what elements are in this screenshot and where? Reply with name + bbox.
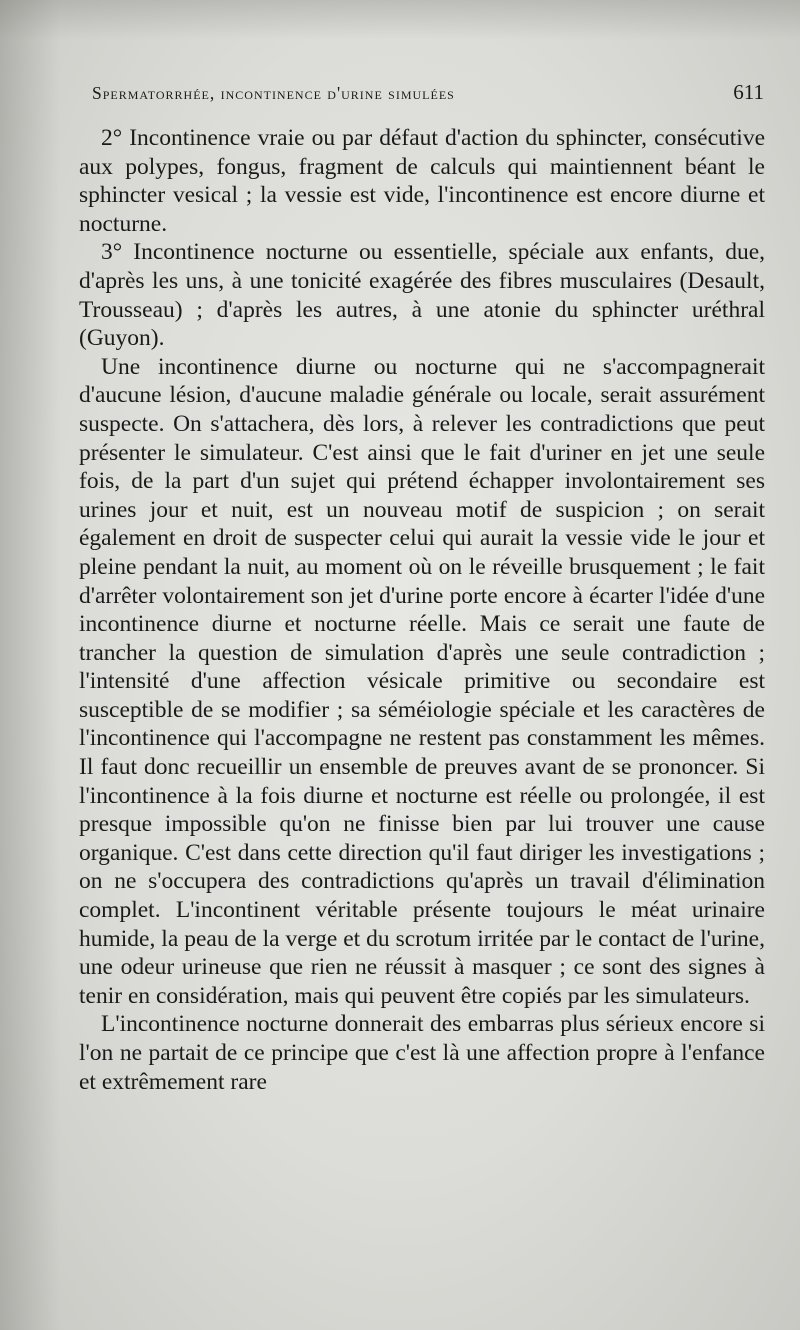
paragraph-simulation-discussion: Une incontinence diurne ou nocturne qui ne s'accompagnerait d'aucune lésion, d'aucune maladie générale ou locale, serait assurément suspecte. On s'attachera, dès lors, à relever les contradictions que peut présenter le simulateur. C'est ainsi que le fait d'uriner en jet une seule fois, de la part d'un sujet qui prétend échapper involontairement ses urines jour et nuit, est un nouveau motif de suspicion ; on serait également en droit de suspecter celui qui aurait la vessie vide le jour et pleine pendant la nuit, au moment où on le réveille brusquement ; le fait d'arrêter volontairement son jet d'urine porte encore à écarter l'idée d'une incontinence diurne et nocturne réelle. Mais ce serait une faute de trancher la question de simulation d'après une seule contradiction ; l'intensité d'une affection vésicale primitive ou secondaire est susceptible de se modifier ; sa séméiologie spéciale et les caractères de l'incontinence qui l'accompagne ne restent pas constamment les mêmes. Il faut donc recueillir un ensemble de preuves avant de se prononcer. Si l'incontinence à la fois diurne et nocturne est réelle ou prolongée, il est presque impossible qu'on ne finisse bien par lui trouver une cause organique. C'est dans cette direction qu'il faut diriger les investigations ; on ne s'occupera des contradictions qu'après un travail d'élimination complet. L'incontinent véritable présente toujours le méat urinaire humide, la peau de la verge et du scrotum irritée par le contact de l'urine, une odeur urineuse que rien ne réussit à masquer ; ce sont des signes à tenir en considération, mais qui peuvent être copiés par les simulateurs. — [79, 353, 765, 1009]
running-title: Spermatorrhée, incontinence d'urine simulées — [92, 83, 455, 103]
paragraph-incontinence-vraie: 2° Incontinence vraie ou par défaut d'action du sphincter, consécutive aux polypes, fongus, fragment de calculs qui maintiennent béant le sphincter vesical ; la vessie est vide, l'incontinence est encore diurne et nocturne. — [79, 125, 765, 237]
page-number: 611 — [733, 80, 764, 104]
running-header — [92, 80, 764, 105]
paragraph-incontinence-enfance: L'incontinence nocturne donnerait des embarras plus sérieux encore si l'on ne partait de ce principe que c'est là une affection propre à l'enfance et extrêmement rare — [79, 1011, 765, 1095]
body-text — [79, 124, 765, 1096]
paragraph-incontinence-nocturne: 3° Incontinence nocturne ou essentielle, spéciale aux enfants, due, d'après les uns, à une tonicité exagérée des fibres musculaires (Desault, Trousseau) ; d'après les autres, à une atonie du sphincter uréthral (Guyon). — [79, 239, 765, 352]
